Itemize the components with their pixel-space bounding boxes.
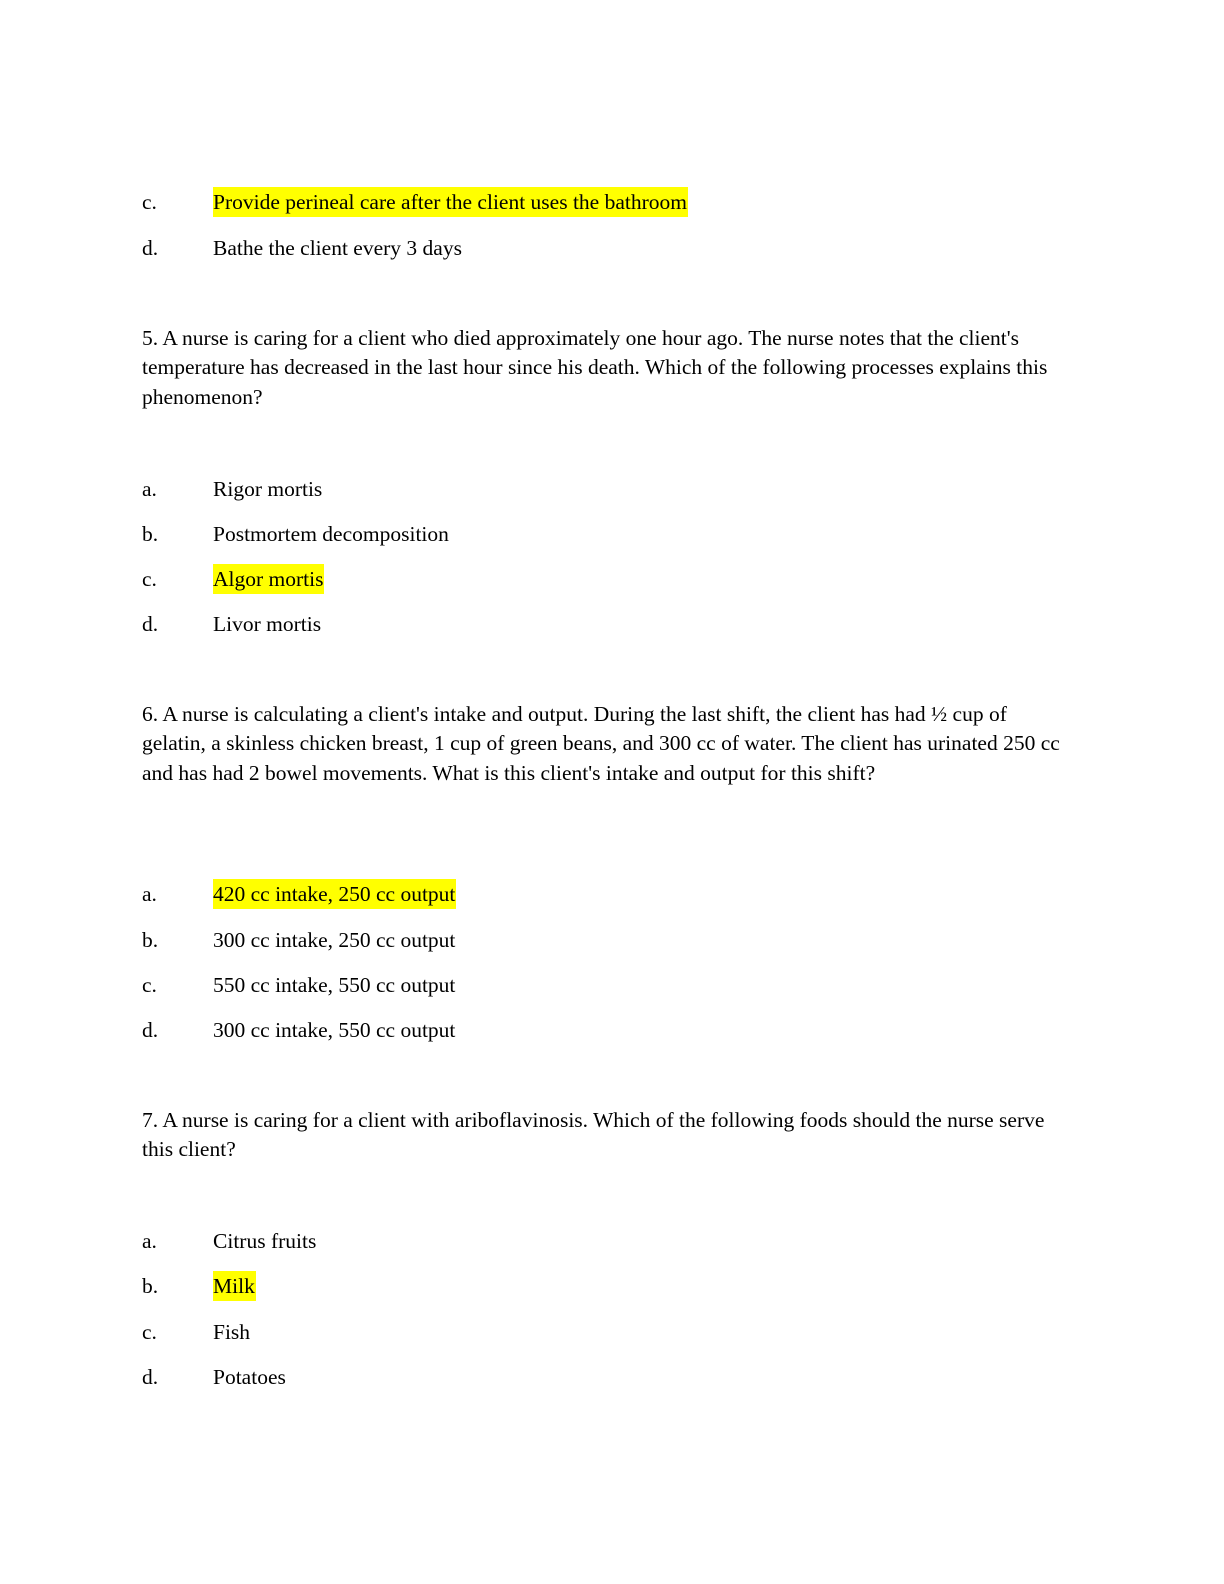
option-text: 300 cc intake, 250 cc output (213, 928, 456, 952)
question-5-text: 5. A nurse is caring for a client who died approximately one hour ago. The nurse notes that the client's temperature has decreased in the last hour since his death. Which of the following processes explains this phenomenon? (142, 326, 1048, 409)
option-text-highlighted: 420 cc intake, 250 cc output (213, 879, 456, 909)
option-letter: a. (142, 882, 157, 906)
option-letter: c. (142, 973, 157, 997)
option-letter: c. (142, 1320, 157, 1344)
option-letter: a. (142, 477, 157, 501)
option-text: Bathe the client every 3 days (213, 236, 462, 260)
option-text: Postmortem decomposition (213, 522, 449, 546)
option-text: Potatoes (213, 1365, 286, 1389)
option-letter: d. (142, 1365, 159, 1389)
option-letter: c. (142, 190, 157, 214)
option-text: Citrus fruits (213, 1229, 317, 1253)
option-letter: d. (142, 236, 159, 260)
option-letter: a. (142, 1229, 157, 1253)
question-6-text: 6. A nurse is calculating a client's intake and output. During the last shift, the client has had ½ cup of gelatin, a skinless chicken breast, 1 cup of green beans, and 300 cc of water. The client has urinated 250 cc and has had 2 bowel movements. What is this client's intake and output for this shift? (142, 702, 1060, 785)
option-text: Fish (213, 1320, 251, 1344)
option-text-highlighted: Algor mortis (213, 564, 324, 594)
option-letter: b. (142, 928, 159, 952)
option-text: Livor mortis (213, 612, 322, 636)
option-letter: b. (142, 1274, 159, 1298)
option-text-highlighted: Provide perineal care after the client uses the bathroom (213, 187, 688, 217)
option-letter: d. (142, 612, 159, 636)
option-letter: c. (142, 567, 157, 591)
option-text-highlighted: Milk (213, 1271, 256, 1301)
option-letter: b. (142, 522, 159, 546)
option-text: 550 cc intake, 550 cc output (213, 973, 456, 997)
option-text: Rigor mortis (213, 477, 323, 501)
option-text: 300 cc intake, 550 cc output (213, 1018, 456, 1042)
question-7-text: 7. A nurse is caring for a client with ariboflavinosis. Which of the following foods should the nurse serve this client? (142, 1108, 1045, 1162)
option-letter: d. (142, 1018, 159, 1042)
